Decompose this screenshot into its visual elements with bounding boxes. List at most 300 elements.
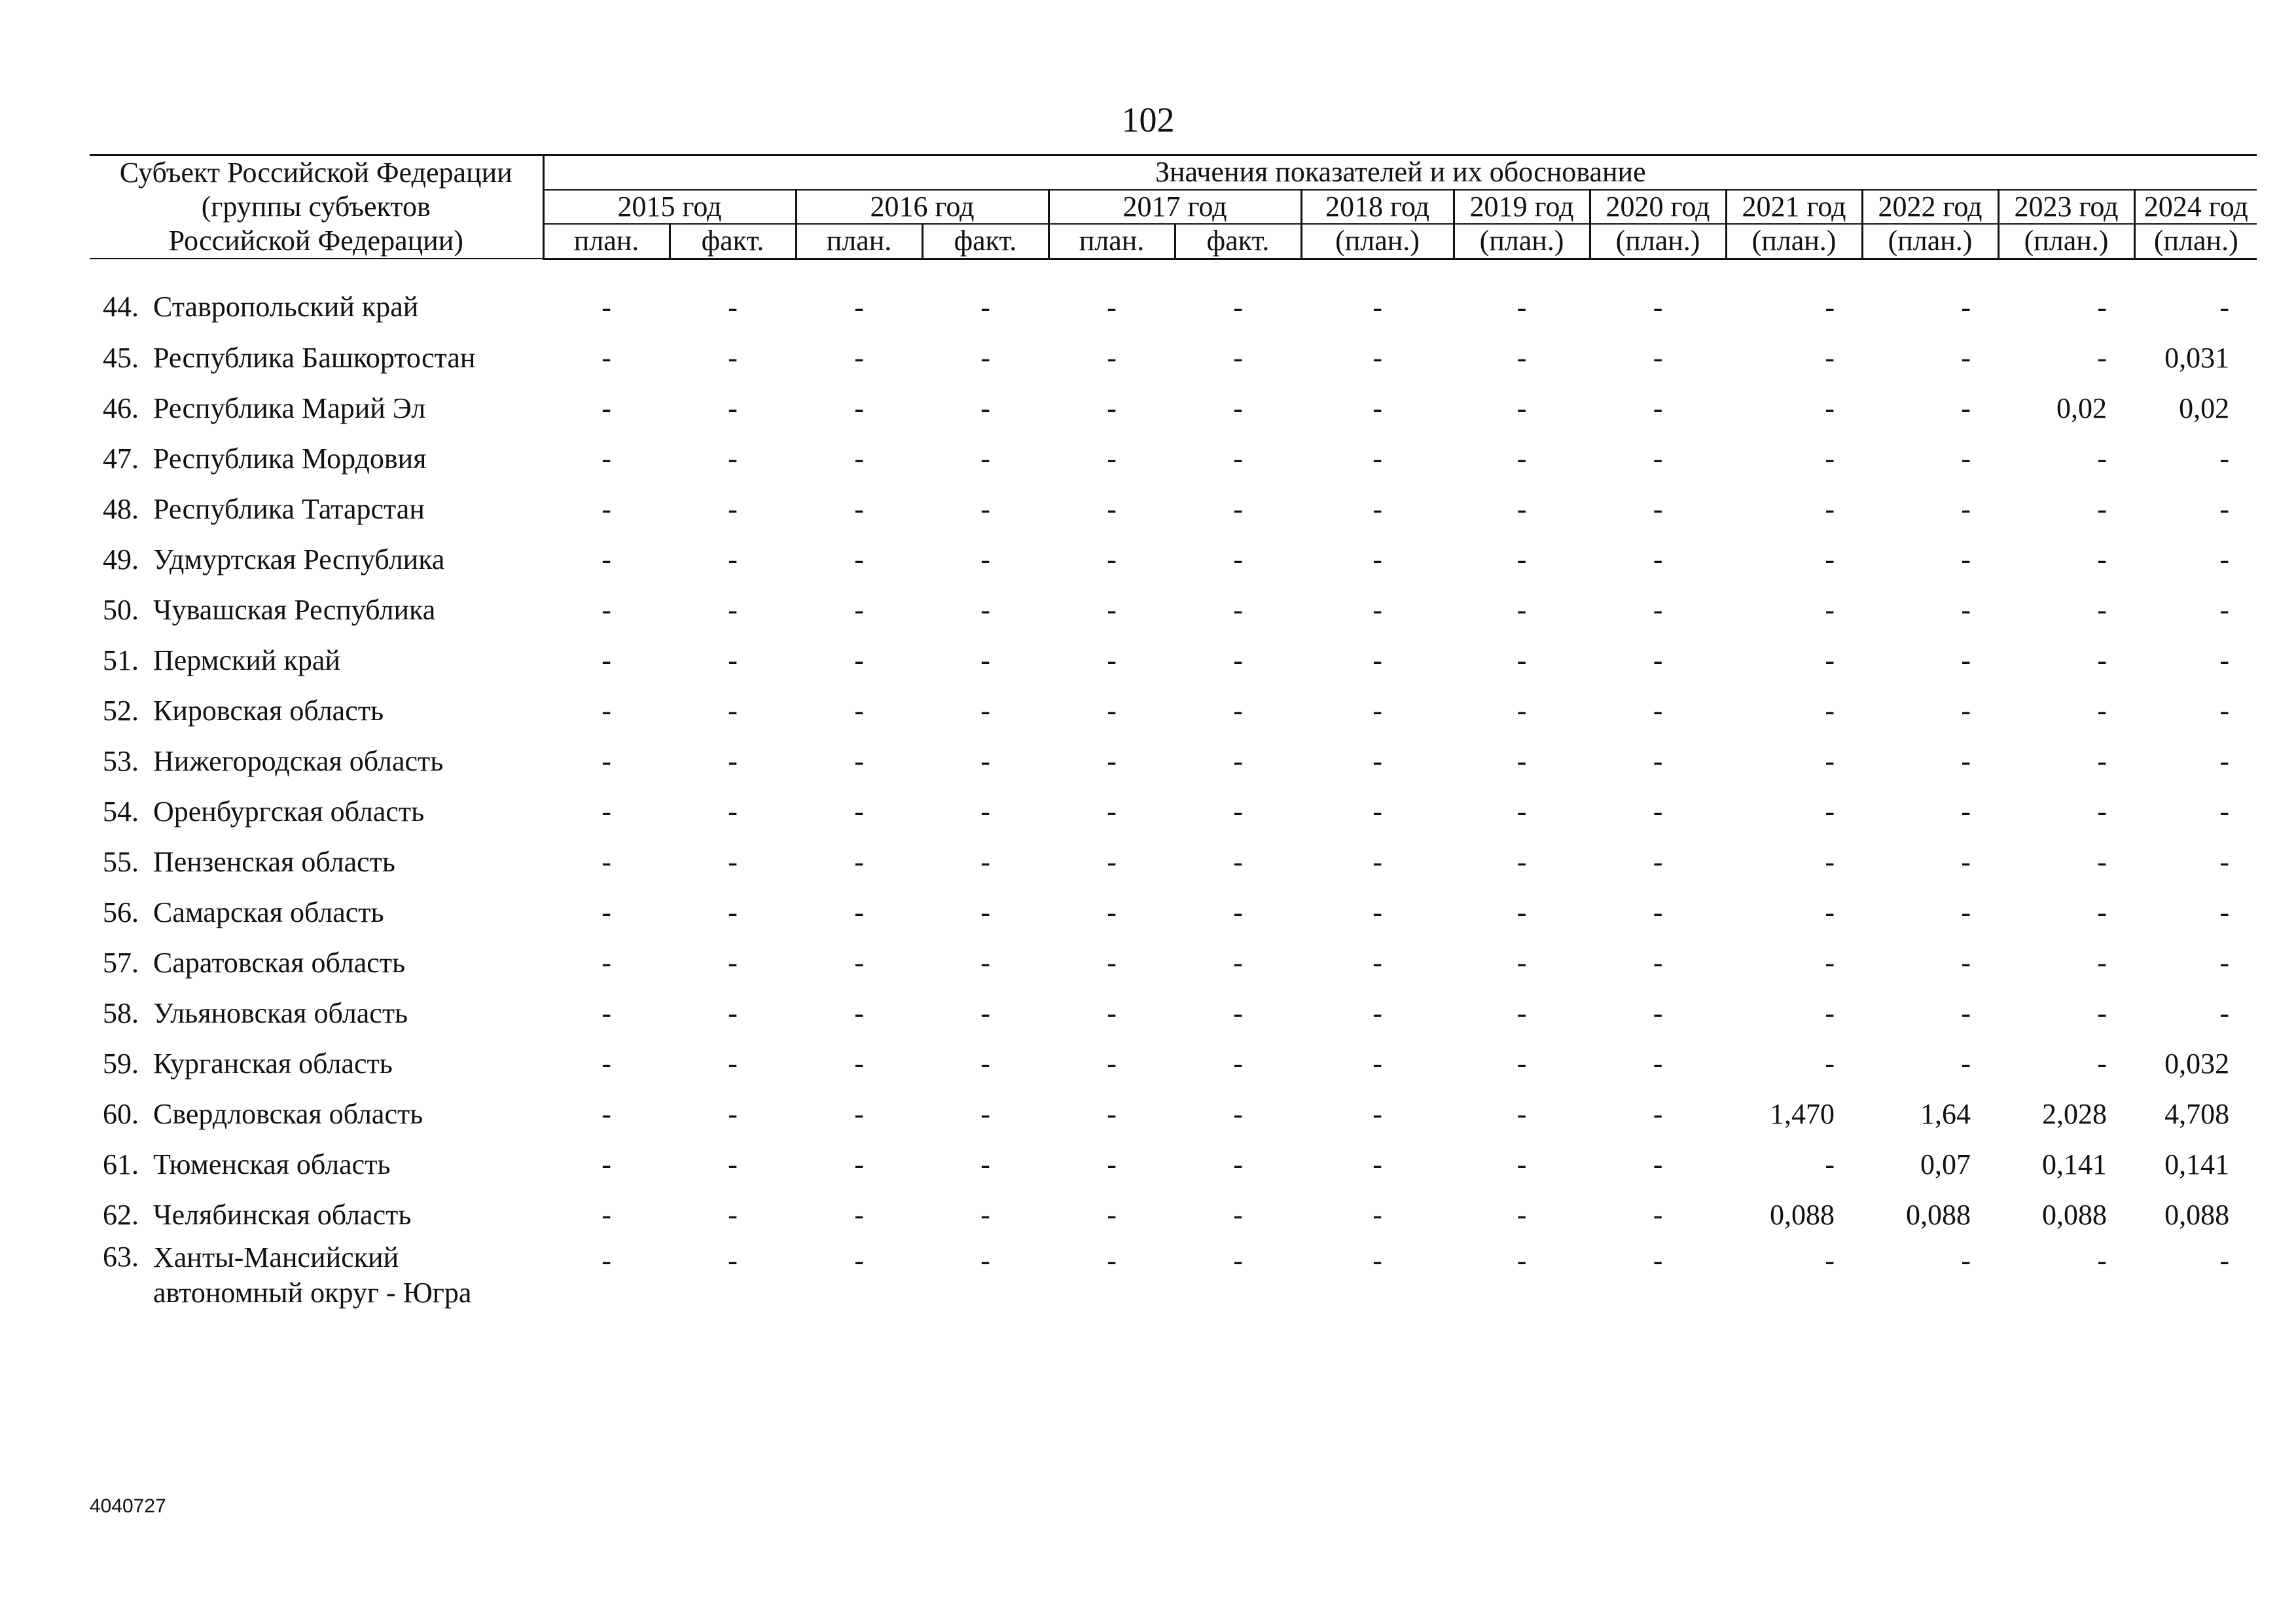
value-cell: - [601,593,611,626]
value-cell: - [601,845,611,878]
row-number: 62. [103,1198,139,1231]
year-2019-header: 2019 год [1454,190,1590,224]
value-cell: - [1233,795,1243,828]
subject-name: Пермский край [153,644,340,676]
value-cell: - [1107,291,1117,323]
value-cell: - [1653,1148,1663,1180]
value-cell: - [1653,392,1663,424]
subject-column-header: Субъект Российской Федерации (группы субъектов Российской Федерации) [90,155,543,259]
value-cell: - [2097,341,2108,374]
value-cell: - [1107,996,1117,1029]
value-cell: - [1961,644,1971,676]
value-cell: - [728,1047,738,1080]
value-cell: - [2219,1244,2230,1277]
value-cell: - [1233,492,1243,525]
value-cell: - [1372,1148,1382,1180]
value-cell: - [1372,492,1382,525]
value-cell: - [1653,543,1663,575]
plan-2022-note: (план.) [1862,224,1998,259]
value-cell: - [728,442,738,475]
value-cell: - [854,1097,864,1130]
value-cell: - [1107,442,1117,475]
value-cell: - [1825,341,1835,374]
value-cell: - [1825,896,1835,928]
row-number: 44. [103,291,139,323]
value-cell: - [854,392,864,424]
value-cell: - [601,1198,611,1231]
value-cell: - [2097,1047,2108,1080]
value-cell: - [1653,1198,1663,1231]
value-cell: - [601,694,611,727]
row-number: 45. [103,341,139,374]
table-row [90,635,2257,685]
value-cell: - [980,492,990,525]
subject-name: Кировская область [153,694,384,727]
year-2024-header: 2024 год [2134,190,2257,224]
value-cell: - [854,1148,864,1180]
value-cell: - [728,1198,738,1231]
value-cell: - [1516,442,1527,475]
value-cell: - [1825,1047,1835,1080]
table-row [90,259,2257,333]
value-cell: - [854,845,864,878]
value-cell: - [1961,341,1971,374]
value-cell: - [1233,644,1243,676]
value-cell: - [1961,795,1971,828]
table-row [90,433,2257,484]
value-cell: - [2097,694,2108,727]
value-cell: - [2097,291,2108,323]
value-cell: - [1233,1198,1243,1231]
table-row [90,786,2257,837]
value-cell: - [1107,946,1117,979]
value-cell: - [1653,291,1663,323]
value-cell: - [980,795,990,828]
value-cell: - [1825,996,1835,1029]
value-cell: - [728,492,738,525]
value-cell: 0,032 [2164,1047,2230,1080]
value-cell: - [728,1148,738,1180]
value-cell: - [1653,593,1663,626]
value-cell: - [854,644,864,676]
table-row [90,887,2257,938]
value-cell: - [2219,845,2230,878]
value-cell: - [1825,442,1835,475]
value-cell: - [854,996,864,1029]
value-cell: - [601,1097,611,1130]
year-2016-header: 2016 год [796,190,1049,224]
value-cell: - [1825,795,1835,828]
table-row [90,534,2257,585]
value-cell: 1,470 [1770,1097,1835,1130]
value-cell: - [601,795,611,828]
value-cell: - [1233,341,1243,374]
value-cell: - [1107,1097,1117,1130]
value-cell: - [2097,896,2108,928]
value-cell: - [2097,996,2108,1029]
value-cell: - [980,744,990,777]
value-cell: - [1516,946,1527,979]
subject-name [153,1240,543,1311]
plan-2017-header: план. [1049,224,1175,259]
value-cell: 0,088 [2164,1198,2230,1231]
subject-name: Республика Марий Эл [153,392,426,424]
value-cell: - [980,1244,990,1277]
plan-2020-note: (план.) [1590,224,1726,259]
value-cell: - [1653,744,1663,777]
value-cell: - [1107,845,1117,878]
value-cell: - [854,543,864,575]
value-cell: - [2097,946,2108,979]
value-cell: - [1961,1047,1971,1080]
value-cell: - [1233,744,1243,777]
value-cell: - [1961,543,1971,575]
value-cell: - [2097,845,2108,878]
value-cell: - [2219,996,2230,1029]
row-number: 63. [103,1240,139,1273]
value-cell: - [1516,795,1527,828]
value-cell: - [1653,341,1663,374]
subject-name-line1: Ханты-Мансийский [153,1241,399,1273]
value-cell: - [728,341,738,374]
value-cell: - [601,341,611,374]
value-cell: 0,088 [1770,1198,1835,1231]
value-cell: - [1653,896,1663,928]
value-cell: - [1516,896,1527,928]
plan-2016-header: план. [796,224,922,259]
value-cell: - [1961,593,1971,626]
value-cell: - [2097,744,2108,777]
value-cell: - [1825,694,1835,727]
value-cell: - [1372,694,1382,727]
table-row [90,383,2257,433]
subject-name: Ульяновская область [153,996,408,1029]
table-row [90,1038,2257,1089]
value-cell: - [1107,1047,1117,1080]
value-cell: - [1516,1244,1527,1277]
year-2018-header: 2018 год [1301,190,1454,224]
value-cell: - [854,694,864,727]
subject-name: Нижегородская область [153,744,444,777]
value-cell: - [1372,341,1382,374]
value-cell: - [1653,644,1663,676]
value-cell: - [2097,442,2108,475]
subject-name: Курганская область [153,1047,393,1080]
row-number: 58. [103,996,139,1029]
row-number: 47. [103,442,139,475]
value-cell: - [1653,442,1663,475]
row-number: 51. [103,644,139,676]
subject-name: Пензенская область [153,845,395,878]
value-cell: - [1653,1047,1663,1080]
subject-name: Челябинская область [153,1198,412,1231]
row-number: 49. [103,543,139,575]
value-cell: - [2097,1244,2108,1277]
value-cell: - [601,744,611,777]
value-cell: - [1653,946,1663,979]
value-cell: - [854,1244,864,1277]
value-cell: - [728,845,738,878]
value-cell: - [1516,644,1527,676]
value-cell: - [980,1097,990,1130]
row-number: 46. [103,392,139,424]
value-cell: - [854,442,864,475]
value-cell: - [601,996,611,1029]
value-cell: - [1516,1198,1527,1231]
table-row [90,1190,2257,1240]
value-cell: - [854,593,864,626]
value-cell: - [1516,694,1527,727]
plan-2018-note: (план.) [1301,224,1454,259]
value-cell: - [728,543,738,575]
value-cell: - [1372,543,1382,575]
row-number: 48. [103,492,139,525]
value-cell: - [1516,1047,1527,1080]
value-cell: - [2219,442,2230,475]
value-cell: - [1516,1148,1527,1180]
table-row [90,333,2257,383]
subject-name: Республика Мордовия [153,442,427,475]
value-cell: - [1372,896,1382,928]
value-cell: - [854,341,864,374]
value-cell: 0,088 [1906,1198,1971,1231]
value-cell: - [728,744,738,777]
value-cell: - [854,744,864,777]
value-cell: - [1653,1244,1663,1277]
value-cell: - [1825,1148,1835,1180]
value-cell: - [1653,694,1663,727]
value-cell: - [1107,543,1117,575]
value-cell: - [1233,946,1243,979]
plan-2023-note: (план.) [1998,224,2134,259]
value-cell: - [1516,492,1527,525]
value-cell: - [1961,392,1971,424]
value-cell: - [1233,291,1243,323]
value-cell: - [1653,996,1663,1029]
value-cell: - [2219,946,2230,979]
value-cell: - [728,644,738,676]
value-cell: - [1107,341,1117,374]
year-2023-header: 2023 год [1998,190,2134,224]
value-cell: - [854,492,864,525]
value-cell: - [601,1148,611,1180]
year-2020-header: 2020 год [1590,190,1726,224]
value-cell: - [601,492,611,525]
value-cell: - [980,1047,990,1080]
fact-2017-header: факт. [1175,224,1301,259]
value-cell: - [2097,593,2108,626]
value-cell: - [854,1047,864,1080]
value-cell: - [1233,1148,1243,1180]
value-cell: - [2097,795,2108,828]
value-cell: - [1107,896,1117,928]
value-cell: - [854,946,864,979]
table-row [90,685,2257,736]
value-cell: - [2219,492,2230,525]
table-row [90,484,2257,534]
value-cell: - [1107,744,1117,777]
value-cell: - [1516,392,1527,424]
table-row [90,585,2257,635]
value-cell: - [601,896,611,928]
row-number: 61. [103,1148,139,1180]
subject-name: Республика Башкортостан [153,341,476,374]
value-cell: - [1107,795,1117,828]
value-cell: - [1961,291,1971,323]
value-cell: - [1372,795,1382,828]
row-number: 59. [103,1047,139,1080]
value-cell: - [1961,492,1971,525]
table-row [90,1139,2257,1190]
value-cell: - [854,1198,864,1231]
value-cell: - [1653,795,1663,828]
value-cell: - [1372,392,1382,424]
value-cell: - [1516,341,1527,374]
value-cell: - [1107,1148,1117,1180]
value-cell: - [1107,644,1117,676]
value-cell: - [980,644,990,676]
value-cell: - [1516,845,1527,878]
value-cell: - [980,845,990,878]
table-row [90,1240,2257,1311]
value-cell: - [1107,1244,1117,1277]
value-cell: 0,141 [2042,1148,2108,1180]
fact-2016-header: факт. [922,224,1049,259]
value-cell: - [1107,392,1117,424]
value-cell: 0,07 [1920,1148,1971,1180]
value-cell: - [980,341,990,374]
value-cell: - [1233,694,1243,727]
row-number: 50. [103,593,139,626]
value-cell: - [1372,996,1382,1029]
value-cell: 0,088 [2042,1198,2108,1231]
value-cell: - [728,946,738,979]
plan-2019-note: (план.) [1454,224,1590,259]
value-cell: 0,031 [2164,341,2230,374]
subject-name-line2: автономный округ - Югра [153,1276,472,1309]
value-cell: - [1372,593,1382,626]
value-cell: - [980,996,990,1029]
value-cell: - [728,896,738,928]
value-cell: 0,141 [2164,1148,2230,1180]
value-cell: - [1961,845,1971,878]
value-cell: - [601,1047,611,1080]
value-cell: - [1107,1198,1117,1231]
value-cell: - [1516,744,1527,777]
value-cell: - [2219,744,2230,777]
value-cell: - [1233,896,1243,928]
value-cell: - [1961,744,1971,777]
value-cell: - [854,795,864,828]
value-cell: - [601,392,611,424]
value-cell: - [1516,1097,1527,1130]
row-number: 60. [103,1097,139,1130]
value-cell: - [2219,291,2230,323]
value-cell: - [1825,492,1835,525]
value-cell: - [1233,392,1243,424]
value-cell: - [1372,1244,1382,1277]
value-cell: - [1653,1097,1663,1130]
value-cell: - [980,543,990,575]
value-cell: - [1825,593,1835,626]
value-cell: - [728,1097,738,1130]
value-cell: - [1825,392,1835,424]
value-cell: - [2219,795,2230,828]
table-row [90,1089,2257,1139]
value-cell: - [1372,644,1382,676]
value-cell: - [2219,694,2230,727]
value-cell: - [601,442,611,475]
table-row [90,988,2257,1038]
value-cell: 0,02 [2179,392,2230,424]
value-cell: - [980,694,990,727]
value-cell: - [1372,1198,1382,1231]
value-cell: - [1961,946,1971,979]
value-cell: - [1372,946,1382,979]
value-cell: - [1516,593,1527,626]
values-title: Значения показателей и их обоснование [543,155,2257,190]
table-row [90,837,2257,887]
value-cell: - [1372,291,1382,323]
row-number: 53. [103,744,139,777]
value-cell: - [1107,593,1117,626]
year-2017-header: 2017 год [1049,190,1301,224]
page-number: 102 [1121,100,1175,139]
table-row [90,938,2257,988]
plan-2024-note: (план.) [2134,224,2257,259]
subject-name: Самарская область [153,896,384,928]
value-cell: - [1653,845,1663,878]
value-cell: - [1825,946,1835,979]
value-cell: - [854,896,864,928]
value-cell: - [728,291,738,323]
table-row [90,736,2257,786]
year-2022-header: 2022 год [1862,190,1998,224]
value-cell: - [728,996,738,1029]
value-cell: 4,708 [2164,1097,2230,1130]
fact-2015-header: факт. [670,224,796,259]
value-cell: - [980,946,990,979]
value-cell: - [1825,543,1835,575]
value-cell: - [601,946,611,979]
subject-name: Свердловская область [153,1097,423,1130]
value-cell: - [1825,744,1835,777]
value-cell: - [980,1148,990,1180]
value-cell: - [1107,492,1117,525]
value-cell: - [2097,492,2108,525]
value-cell: - [1825,291,1835,323]
value-cell: - [980,442,990,475]
value-cell: - [1372,1097,1382,1130]
value-cell: - [601,1244,611,1277]
value-cell: - [2097,543,2108,575]
value-cell: - [980,392,990,424]
value-cell: - [728,593,738,626]
subject-name: Ставропольский край [153,291,419,323]
value-cell: 2,028 [2042,1097,2108,1130]
value-cell: - [1961,694,1971,727]
value-cell: - [1372,744,1382,777]
value-cell: - [601,291,611,323]
value-cell: - [2097,644,2108,676]
subject-name: Удмуртская Республика [153,543,445,575]
value-cell: - [1961,1244,1971,1277]
value-cell: - [1233,442,1243,475]
year-2015-header: 2015 год [543,190,796,224]
value-cell: - [728,392,738,424]
value-cell: - [1516,543,1527,575]
row-number: 55. [103,845,139,878]
